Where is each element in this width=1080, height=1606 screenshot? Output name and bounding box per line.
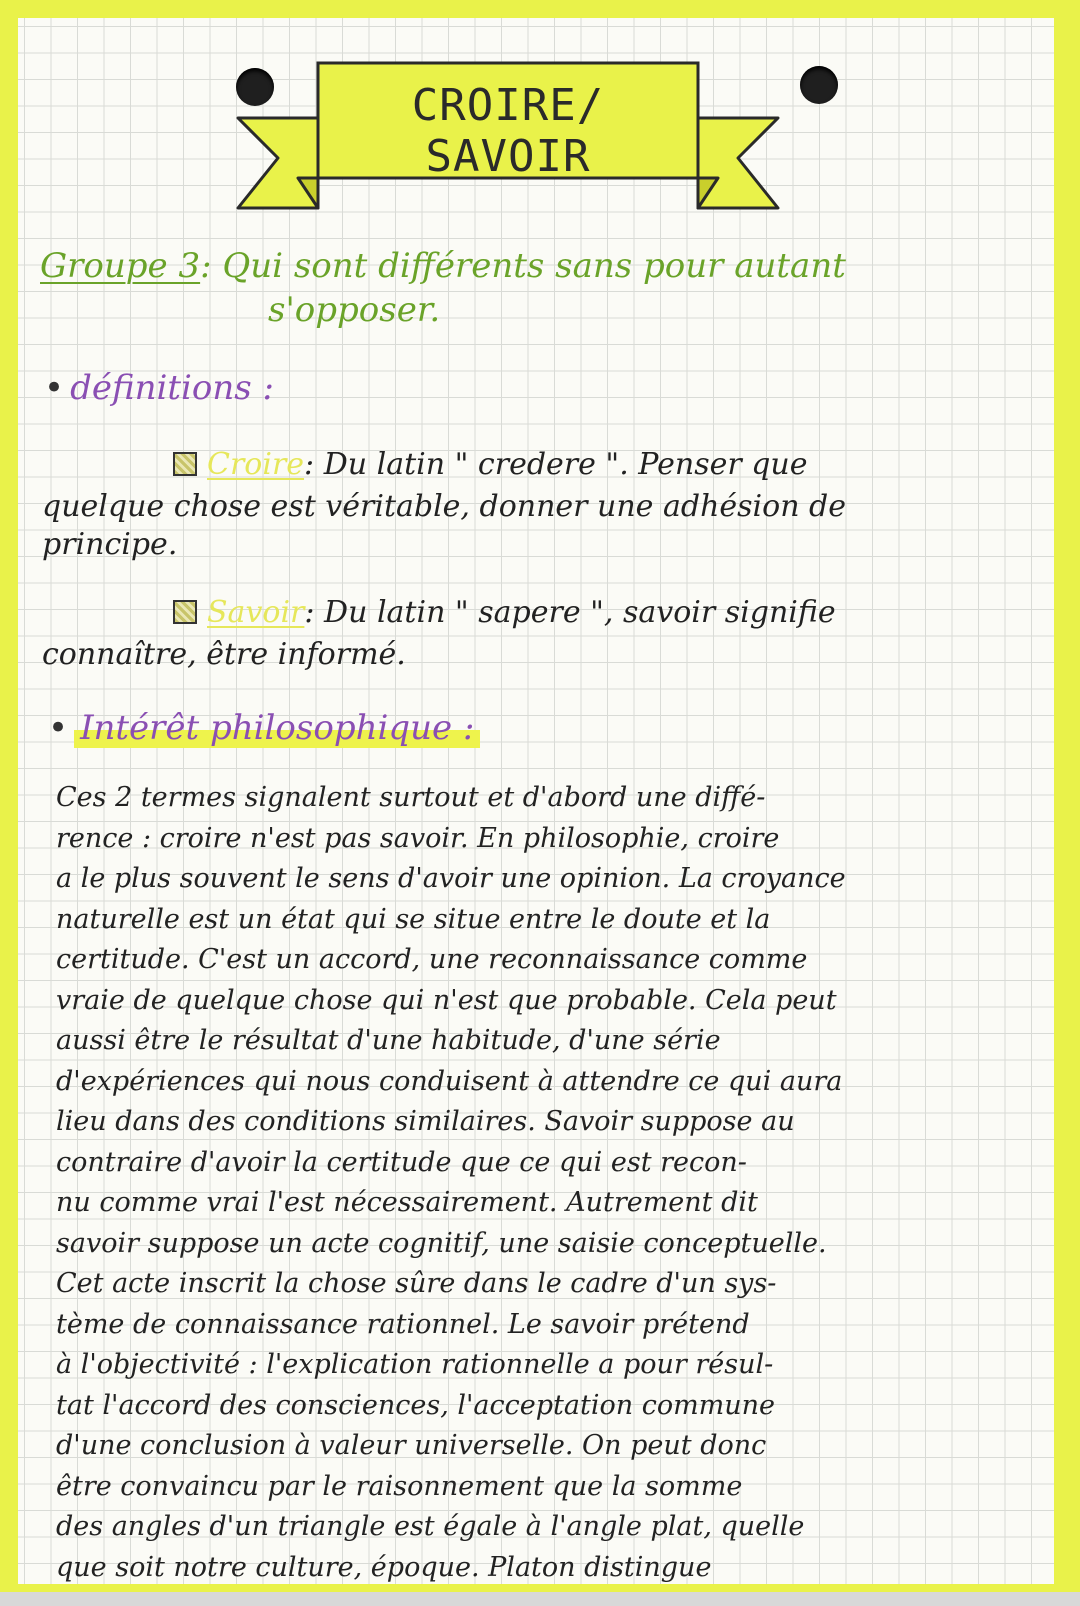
definition-line: connaître, être informé. (42, 637, 406, 672)
paragraph-line: que soit notre culture, époque. Platon distingue (56, 1551, 712, 1583)
bullet-icon: • (48, 708, 69, 748)
interest-heading (48, 708, 480, 748)
group-text-line2: s'opposer. (268, 290, 441, 330)
paragraph-line: contraire d'avoir la certitude que ce qui est recon- (56, 1146, 747, 1178)
checkbox-icon (173, 452, 197, 476)
bullet-icon: • (44, 368, 65, 408)
group-label: Groupe 3 (40, 246, 201, 286)
paragraph-line: Cet acte inscrit la chose sûre dans le cadre d'un sys- (56, 1268, 777, 1299)
paragraph-line: aussi être le résultat d'une habitude, d'une série (56, 1025, 721, 1056)
definitions-heading (44, 368, 274, 408)
banner-right-tail (698, 118, 778, 208)
paragraph-line: être convaincu par le raisonnement que la somme (56, 1470, 743, 1502)
page-title: CROIRE/ SAVOIR (411, 80, 605, 182)
definitions-heading-text: définitions : (70, 368, 275, 408)
paragraph-line: a le plus souvent le sens d'avoir une opinion. La croyance (56, 863, 846, 894)
checkbox-icon (173, 600, 197, 624)
group-heading (40, 246, 846, 286)
definition-croire (173, 447, 808, 482)
paragraph-line: nu comme vrai l'est nécessairement. Autrement dit (56, 1187, 758, 1218)
definition-line: : Du latin " sapere ", savoir signifie (304, 595, 836, 630)
paragraph-line: savoir suppose un acte cognitif, une saisie conceptuelle. (56, 1227, 827, 1259)
interest-heading-text: Intérêt philosophique : (74, 708, 480, 748)
definition-line: principe. (42, 527, 178, 562)
definition-line: quelque chose est véritable, donner une adhésion de (42, 489, 847, 524)
paragraph-line: vraie de quelque chose qui n'est que probable. Cela peut (56, 984, 837, 1016)
definition-savoir (173, 595, 836, 630)
paragraph-line: d'une conclusion à valeur universelle. On peut donc (56, 1430, 767, 1461)
definition-line: : Du latin " credere ". Penser que (304, 447, 808, 482)
interest-paragraph (56, 778, 1046, 1588)
paragraph-line: rence : croire n'est pas savoir. En philosophie, croire (56, 822, 780, 854)
paragraph-line: naturelle est un état qui se situe entre le doute et la (56, 903, 771, 935)
paragraph-line: tème de connaissance rationnel. Le savoir prétend (56, 1308, 750, 1340)
photo-bottom-edge (0, 1592, 1080, 1606)
paragraph-line: d'expériences qui nous conduisent à attendre ce qui aura (56, 1065, 843, 1097)
paragraph-line: certitude. C'est un accord, une reconnaissance comme (56, 944, 808, 975)
definition-term: Croire (207, 447, 305, 482)
banner-left-tail (238, 118, 318, 208)
punch-hole-right (800, 66, 838, 104)
group-text-line1: : Qui sont différents sans pour autant (200, 246, 846, 286)
paragraph-line: lieu dans des conditions similaires. Savoir suppose au (56, 1106, 795, 1137)
paragraph-line: à l'objectivité : l'explication rationnelle a pour résul- (56, 1349, 774, 1380)
definition-term: Savoir (207, 595, 305, 630)
paragraph-line: tat l'accord des consciences, l'acceptation commune (56, 1389, 776, 1421)
paragraph-line: Ces 2 termes signalent surtout et d'abord une diffé- (56, 782, 766, 813)
paragraph-line: des angles d'un triangle est égale à l'angle plat, quelle (56, 1511, 805, 1542)
